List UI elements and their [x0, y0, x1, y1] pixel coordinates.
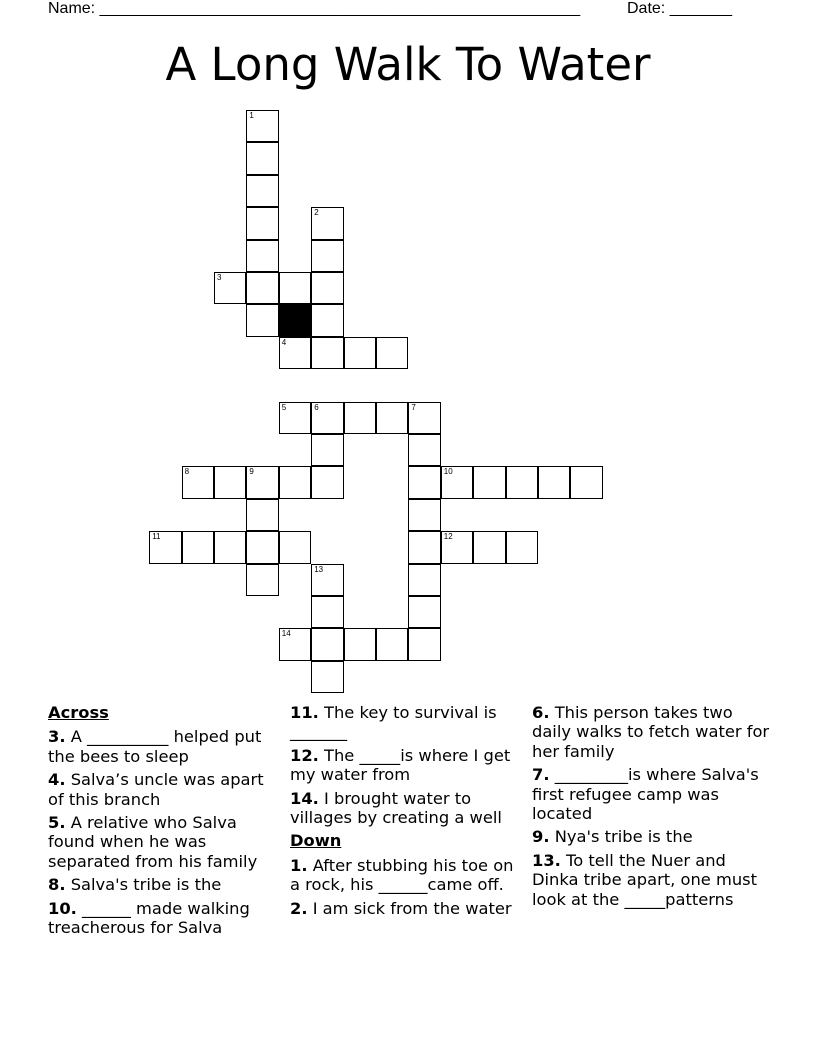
- grid-cell[interactable]: [376, 628, 408, 660]
- grid-cell[interactable]: [408, 402, 440, 434]
- grid-cell[interactable]: [279, 628, 311, 660]
- clue-number: 7: [411, 402, 416, 412]
- grid-cell[interactable]: [311, 434, 343, 466]
- clue-text: ______ made walking treacherous for Salva: [48, 898, 250, 938]
- name-field[interactable]: Name: ______________________________________________________: [48, 0, 581, 17]
- clue: [48, 875, 284, 894]
- clue-number-label: 11.: [290, 703, 319, 722]
- clue-number: 14: [281, 629, 291, 639]
- grid-cell[interactable]: [246, 272, 278, 304]
- grid-cell[interactable]: [311, 240, 343, 272]
- grid-cell[interactable]: [246, 175, 278, 207]
- grid-cell[interactable]: [279, 337, 311, 369]
- grid-cell[interactable]: [408, 434, 440, 466]
- clue-column-3: [532, 703, 772, 913]
- clue-number: 3: [217, 273, 222, 282]
- grid-cell[interactable]: [376, 402, 408, 434]
- grid-cell[interactable]: [376, 337, 408, 369]
- grid-cell[interactable]: [182, 531, 214, 563]
- clue-number-label: 13.: [532, 850, 561, 870]
- grid-cell[interactable]: [344, 628, 376, 660]
- clue: [532, 827, 772, 846]
- clue-number: 9: [249, 467, 254, 477]
- grid-cell[interactable]: [506, 531, 538, 563]
- clue-number-label: 8.: [48, 875, 66, 895]
- grid-cell[interactable]: [246, 304, 278, 336]
- grid-cell[interactable]: [506, 466, 538, 498]
- clue-text: Nya's tribe is the: [554, 827, 693, 847]
- grid-cell[interactable]: [246, 207, 278, 239]
- clue-number: 1: [249, 111, 254, 120]
- grid-cell[interactable]: [408, 564, 440, 596]
- grid-cell[interactable]: [279, 466, 311, 498]
- grid-cell[interactable]: [149, 531, 181, 563]
- clue-text: A relative who Salva found when he was separated from his family: [48, 813, 258, 871]
- blocked-cell[interactable]: [279, 304, 311, 336]
- clue-number-label: 1.: [290, 855, 308, 875]
- grid-cell[interactable]: [441, 466, 473, 498]
- grid-cell[interactable]: [311, 596, 343, 628]
- grid-cell[interactable]: [246, 466, 278, 498]
- grid-cell[interactable]: [311, 402, 343, 434]
- grid-cell[interactable]: [311, 661, 343, 693]
- clue: [290, 789, 526, 828]
- clue: [290, 899, 526, 918]
- clue-text: I brought water to villages by creating a well: [290, 788, 502, 828]
- clue-number-label: 4.: [48, 770, 66, 790]
- clue: [48, 813, 284, 871]
- across-heading: Across: [48, 703, 109, 722]
- clue-text: To tell the Nuer and Dinka tribe apart, one must look at the _____patterns: [532, 850, 758, 909]
- grid-cell[interactable]: [279, 272, 311, 304]
- clue-text: Salva's tribe is the: [70, 875, 222, 895]
- clue-number-label: 9.: [532, 827, 550, 847]
- clue-number: 6: [314, 402, 319, 412]
- clue: [48, 727, 284, 766]
- clue: [48, 899, 284, 938]
- grid-cell[interactable]: [214, 531, 246, 563]
- grid-cell[interactable]: [408, 466, 440, 498]
- clue: [532, 851, 772, 909]
- puzzle-title: A Long Walk To Water: [165, 38, 651, 91]
- grid-cell[interactable]: [344, 337, 376, 369]
- clue-text: After stubbing his toe on a rock, his ______came off.: [290, 855, 514, 895]
- grid-cell[interactable]: [344, 402, 376, 434]
- grid-cell[interactable]: [408, 531, 440, 563]
- clue-number: 11: [152, 532, 161, 542]
- clue-number-label: 2.: [290, 898, 308, 918]
- clue: [290, 856, 526, 895]
- clue-text: This person takes two daily walks to fetch water for her family: [532, 703, 770, 761]
- clue-number-label: 14.: [290, 788, 319, 808]
- down-heading: Down: [290, 831, 342, 851]
- clue-text: Salva’s uncle was apart of this branch: [48, 770, 264, 809]
- clue-number: 10: [443, 467, 453, 477]
- grid-cell[interactable]: [246, 499, 278, 531]
- clue-number-label: 3.: [48, 727, 66, 747]
- date-field[interactable]: Date: _______: [627, 0, 732, 17]
- clue-number: 2: [314, 208, 319, 218]
- grid-cell[interactable]: [214, 466, 246, 498]
- grid-cell[interactable]: [246, 110, 278, 142]
- grid-cell[interactable]: [473, 531, 505, 563]
- grid-cell[interactable]: [441, 531, 473, 563]
- clue-number-label: 10.: [48, 898, 77, 918]
- grid-cell[interactable]: [570, 466, 602, 498]
- clue-number: 13: [314, 564, 324, 574]
- clue: [290, 703, 526, 742]
- grid-cell[interactable]: [246, 564, 278, 596]
- grid-cell[interactable]: [279, 531, 311, 563]
- clue-number: 12: [443, 532, 453, 542]
- clue-number: 5: [281, 402, 287, 412]
- clue-number-label: 5.: [48, 813, 66, 833]
- grid-cell[interactable]: [311, 564, 343, 596]
- grid-cell[interactable]: [246, 531, 278, 563]
- grid-cell[interactable]: [538, 466, 570, 498]
- grid-cell[interactable]: [311, 304, 343, 336]
- grid-cell[interactable]: [279, 402, 311, 434]
- grid-cell[interactable]: [473, 466, 505, 498]
- clue-text: The key to survival is _______: [290, 703, 497, 742]
- grid-cell[interactable]: [246, 240, 278, 272]
- grid-cell[interactable]: [408, 596, 440, 628]
- clue-text: I am sick from the water: [312, 898, 512, 918]
- grid-cell[interactable]: [182, 466, 214, 498]
- clue-column-1: [48, 703, 284, 941]
- grid-cell[interactable]: [214, 272, 246, 304]
- grid-cell[interactable]: [311, 337, 343, 369]
- clue-number-label: 12.: [290, 745, 319, 765]
- grid-cell[interactable]: [246, 142, 278, 174]
- clue-number-label: 6.: [532, 703, 550, 722]
- grid-cell[interactable]: [408, 499, 440, 531]
- grid-cell[interactable]: [311, 628, 343, 660]
- grid-cell[interactable]: [311, 207, 343, 239]
- clue-column-2: [290, 703, 526, 922]
- clue-text: _________is where Salva's first refugee camp was located: [532, 765, 759, 824]
- clue-text: The _____is where I get my water from: [290, 745, 511, 785]
- clue: [532, 703, 772, 761]
- clue: [290, 746, 526, 785]
- grid-cell[interactable]: [408, 628, 440, 660]
- clue: [48, 770, 284, 809]
- clue: [532, 765, 772, 823]
- clue-number: 8: [184, 467, 190, 477]
- clue-number-label: 7.: [532, 765, 550, 785]
- clue-number: 4: [281, 337, 287, 347]
- clue-text: A __________ helped put the bees to sleep: [48, 727, 262, 766]
- grid-cell[interactable]: [311, 466, 343, 498]
- grid-cell[interactable]: [311, 272, 343, 304]
